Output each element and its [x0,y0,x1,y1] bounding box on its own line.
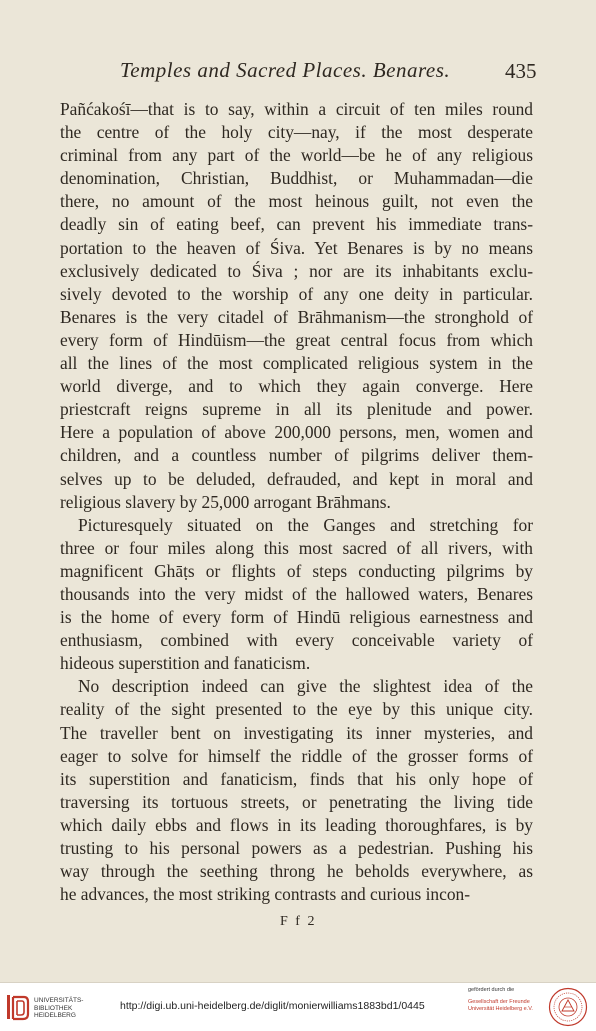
text-line: thousands into the very midst of the hallowed waters, Benares [60,583,533,604]
paragraph [60,675,533,906]
text-line: religious slavery by 25,000 arrogant Brāhmans. [60,491,391,512]
library-name-line: UNIVERSITÄTS- [34,997,84,1004]
text-line: all the lines of the most complicated religious system in the [60,353,533,374]
text-line: is the home of every form of Hindū religious earnestness and [60,607,533,628]
printer-signature: F f 2 [280,914,317,929]
text-line: The traveller bent on investigating its inner mysteries, and [60,722,533,743]
text-line: the centre of the holy city—nay, if the most desperate [60,122,533,143]
text-line: exclusively dedicated to Śiva ; nor are its inhabitants exclu- [60,260,533,281]
text-line: Here a population of above 200,000 persons, men, women and [60,422,533,443]
text-line: which daily ebbs and flows in its leading thoroughfares, is by [60,814,533,835]
sponsor-line: Universität Heidelberg e.V. [468,1006,533,1012]
library-name [34,997,83,1020]
sponsor-lead: gefördert durch die [468,987,515,993]
text-line: magnificent Ghāṭs or flights of steps conducting pilgrims by [60,560,533,581]
text-line: denomination, Christian, Buddhist, or Muhammadan—die [60,168,533,189]
text-line: traversing its tortuous streets, or penetrating the living tide [60,791,533,812]
university-library-logo-icon [6,993,30,1021]
text-line: there, no amount of the most heinous guilt, not even the [60,191,533,212]
university-seal-icon [548,987,588,1027]
paragraph [60,98,533,514]
text-line: way through the seething throng he beholds everywhere, as [60,861,533,882]
text-line: world diverge, and to which they again converge. Here [60,376,533,397]
text-line: eager to solve for himself the riddle of the grosser forms of [60,745,533,766]
library-name-line: HEIDELBERG [34,1012,76,1019]
text-line: trusting to his personal powers as a pedestrian. Pushing his [60,838,533,858]
permalink-url[interactable]: http://digi.ub.uni-heidelberg.de/diglit/monierwilliams1883bd1/0445 [120,1000,425,1012]
text-line: No description indeed can give the slightest idea of the [78,676,533,697]
text-line: hideous superstition and fanaticism. [60,653,311,674]
text-line: deadly sin of eating beef, can prevent his immediate trans- [60,214,533,235]
text-line: its superstition and fanaticism, finds that his only hope of [60,768,533,789]
sponsor-credit [468,987,548,1013]
running-title: Temples and Sacred Places. Benares. [120,58,451,82]
text-line: enthusiasm, combined with every conceivable variety of [60,630,533,651]
text-line: Pañćakośī—that is to say, within a circuit of ten miles round [60,99,533,119]
text-line: children, and a countless number of pilgrims deliver them- [60,445,533,466]
text-line: portation to the heaven of Śiva. Yet Benares is by no means [60,237,533,258]
text-line: selves up to be deluded, defrauded, and kept in moral and [60,468,533,489]
sponsor-line: Gesellschaft der Freunde [468,999,530,1005]
text-line: three or four miles along this most sacred of all rivers, with [60,537,533,558]
text-line: sively devoted to the worship of any one deity in particular. [60,283,533,304]
page-header [0,58,596,88]
library-name-line: BIBLIOTHEK [34,1004,73,1012]
page-number: 435 [505,59,537,83]
text-line: he advances, the most striking contrasts and curious incon- [60,884,471,905]
digitization-footer [0,982,596,1031]
body-text [60,98,533,906]
text-line: priestcraft reigns supreme in all its plenitude and power. [60,399,533,420]
paragraph [60,514,533,676]
text-line: Picturesquely situated on the Ganges and stretching for [78,514,533,535]
text-line: criminal from any part of the world—be he of any religious [60,145,533,166]
text-line: reality of the sight presented to the eye by this unique city. [60,699,533,720]
text-line: every form of Hindūism—the great central focus from which [60,329,533,350]
text-line: Benares is the very citadel of Brāhmanism—the stronghold of [60,306,533,327]
